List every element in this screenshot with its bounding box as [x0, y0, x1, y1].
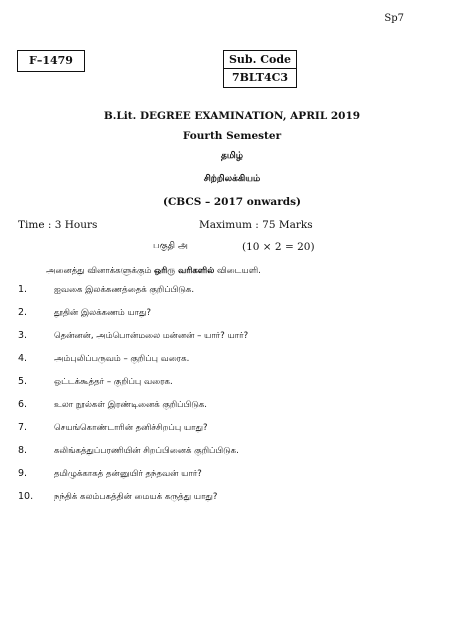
- part-title: பகுதி அ: [153, 241, 188, 251]
- question-text: உலா நூல்கள் இரண்டினைக் குறிப்பிடுக.: [54, 400, 207, 410]
- question-item: [18, 307, 438, 330]
- question-text: நந்திக் கலம்பகத்தின் மையக் கருத்து யாது?: [54, 492, 218, 502]
- exam-title: B.Lit. DEGREE EXAMINATION, APRIL 2019: [103, 110, 361, 122]
- time-allowed: Time : 3 Hours: [18, 219, 98, 231]
- max-marks: Maximum : 75 Marks: [199, 219, 313, 231]
- question-list: [18, 284, 438, 514]
- question-text: கலிங்கத்துப்பரணியின் சிறப்பினைக் குறிப்பிடுக.: [54, 446, 239, 456]
- question-item: [18, 284, 438, 307]
- question-number: 5.: [18, 376, 28, 387]
- question-item: [18, 468, 438, 491]
- sub-code-box: [223, 50, 297, 88]
- question-number: 10.: [18, 491, 34, 502]
- course-title: சிற்றிலக்கியம்: [203, 174, 261, 184]
- question-number: 4.: [18, 353, 28, 364]
- question-item: [18, 376, 438, 399]
- instruction-after: விடையளி.: [214, 266, 261, 276]
- question-text: தமிழுக்காகத் தன்னுயிர் தந்தவன் யார்?: [54, 469, 202, 479]
- question-number: 6.: [18, 399, 28, 410]
- instruction-before: அனைத்து வினாக்களுக்கும்: [46, 266, 155, 276]
- question-item: [18, 422, 438, 445]
- paper-code-box: F–1479: [17, 50, 85, 72]
- question-text: ஒட்டக்கூத்தர் – குறிப்பு வரைக.: [54, 377, 173, 387]
- sub-code-label: Sub. Code: [228, 53, 292, 66]
- question-item: [18, 330, 438, 353]
- scheme: (CBCS – 2017 onwards): [162, 196, 301, 208]
- question-number: 2.: [18, 307, 28, 318]
- question-item: [18, 399, 438, 422]
- part-marks: (10 × 2 = 20): [242, 241, 315, 253]
- question-number: 7.: [18, 422, 28, 433]
- question-text: தென்னன், அம்பொன்மலை மன்னன் – யார்? யார்?: [54, 331, 249, 341]
- question-number: 1.: [18, 284, 28, 295]
- question-text: ஐவகை இலக்கணத்தைக் குறிப்பிடுக.: [54, 285, 195, 295]
- question-text: அம்புலிப்பருவம் – குறிப்பு வரைக.: [54, 354, 190, 364]
- question-number: 9.: [18, 468, 28, 479]
- question-number: 3.: [18, 330, 28, 341]
- semester: Fourth Semester: [182, 130, 282, 142]
- question-text: தூதின் இலக்கணம் யாது?: [54, 308, 152, 318]
- instruction-bold: ஒரிரு வரிகளில்: [154, 266, 215, 276]
- subject: தமிழ்: [221, 151, 243, 161]
- question-item: [18, 445, 438, 468]
- question-item: [18, 353, 438, 376]
- instruction: [46, 266, 261, 277]
- question-text: செயங்கொண்டாரின் தனிச்சிறப்பு யாது?: [54, 423, 208, 433]
- question-number: 8.: [18, 445, 28, 456]
- sub-code-value: 7BLT4C3: [224, 68, 296, 86]
- page-id: Sp7: [384, 13, 404, 24]
- question-item: [18, 491, 438, 514]
